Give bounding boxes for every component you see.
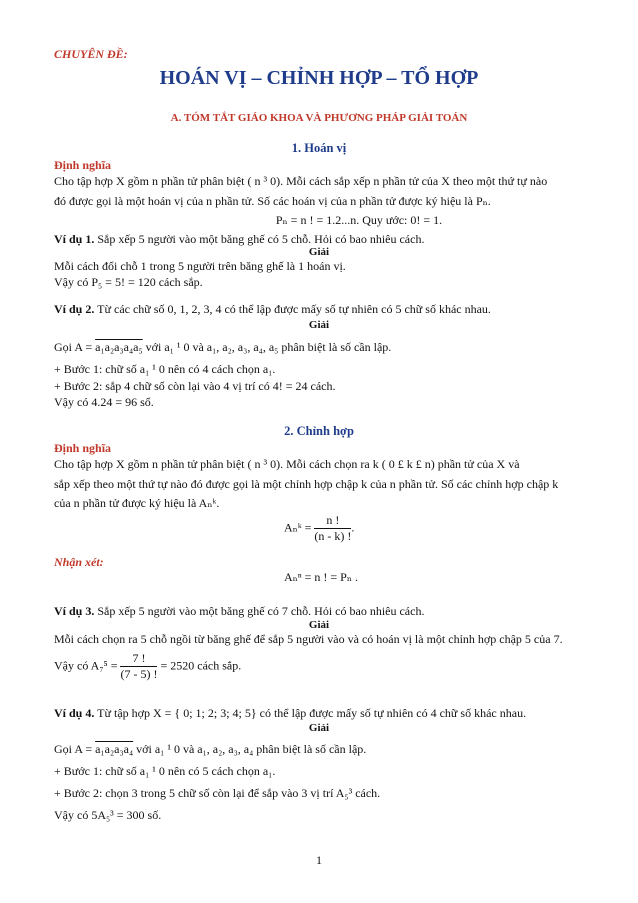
formula-note: . Quy ước: 0! = 1. bbox=[356, 213, 443, 227]
topic-label: CHUYÊN ĐỀ: bbox=[54, 47, 128, 61]
page-title: HOÁN VỊ – CHỈNH HỢP – TỔ HỢP bbox=[159, 67, 479, 89]
text: Cho tập hợp X gồm n phần tử phân biệt bbox=[54, 174, 245, 188]
example-line bbox=[54, 604, 424, 618]
definition-line: sắp xếp theo một thứ tự nào đó được gọi là một chỉnh hợp chập k của n phần tử. Số các chỉnh hợp chập k bbox=[54, 477, 559, 491]
definition-line bbox=[54, 174, 547, 188]
text: . Mỗi cách chọn ra k bbox=[280, 457, 379, 471]
result-line: Vậy có 5A₅³ = 300 số. bbox=[54, 808, 162, 822]
text: với a₁ ¹ 0 và a₁, a₂, a₃, a₄, a₅ phân biệt là số cần lập. bbox=[145, 340, 392, 354]
denominator: (n - k) ! bbox=[314, 529, 352, 543]
formula: Pₙ = n ! = 1.2...n bbox=[275, 213, 357, 227]
step-line: + Bước 1: chữ số a₁ ¹ 0 nên có 4 cách chọn a₁. bbox=[54, 362, 276, 376]
example-text: Sắp xếp 5 người vào một băng ghế có 5 chỗ. Hỏi có bao nhiêu cách. bbox=[97, 232, 425, 246]
definition-label: Định nghĩa bbox=[54, 441, 112, 455]
formula-rhs: = 2520 bbox=[160, 658, 195, 673]
solution-label: Giải bbox=[308, 619, 330, 631]
text: + Bước 2: chọn 3 trong 5 chữ số còn lại để sắp vào 3 vị trí bbox=[54, 786, 334, 800]
solution-line: Mỗi cách chọn ra 5 chỗ ngồi từ băng ghế để sắp 5 người vào và có hoán vị là một chỉnh hợp chập 5 của 7. bbox=[54, 632, 563, 646]
text: Gọi A = bbox=[54, 742, 93, 756]
numerator: n ! bbox=[314, 513, 351, 529]
text: Vậy có bbox=[54, 658, 89, 673]
example-label: Ví dụ 4. bbox=[54, 706, 95, 720]
set-notation: X = { 0; 1; 2; 3; 4; 5} bbox=[153, 706, 257, 720]
formula-line bbox=[0, 213, 638, 227]
example-text: Sắp xếp 5 người vào một băng ghế có 7 chỗ. Hỏi có bao nhiêu cách. bbox=[97, 604, 425, 618]
section-heading-chinh-hop: 2. Chỉnh hợp bbox=[284, 424, 354, 438]
example-label: Ví dụ 2. bbox=[54, 302, 95, 316]
punct: . bbox=[216, 496, 220, 510]
example-label: Ví dụ 3. bbox=[54, 604, 95, 618]
solution-line: Vậy có P₅ = 5! = 120 cách sắp. bbox=[54, 275, 203, 289]
text: của n phần tử được ký hiệu là bbox=[54, 496, 197, 510]
text: cách. bbox=[355, 786, 381, 800]
definition-line bbox=[54, 457, 520, 471]
formula: Aₙⁿ = n ! = Pₙ bbox=[284, 570, 353, 584]
solution-line: Mỗi cách đổi chỗ 1 trong 5 người trên băng ghế là 1 hoán vị. bbox=[54, 259, 346, 273]
example-line bbox=[54, 232, 424, 246]
text: Từ tập hợp bbox=[97, 706, 150, 720]
symbol: A₅³ bbox=[335, 786, 353, 800]
punct: . bbox=[352, 570, 359, 584]
symbol: Aₙᵏ bbox=[198, 496, 217, 510]
remark-formula bbox=[284, 570, 358, 584]
fraction bbox=[120, 651, 157, 682]
step-line: + Bước 1: chữ số a₁ ¹ 0 nên có 5 cách chọn a₁. bbox=[54, 764, 276, 778]
page-number: 1 bbox=[316, 853, 322, 867]
solution-label: Giải bbox=[308, 246, 330, 258]
result-line bbox=[54, 651, 241, 682]
remark-label: Nhận xét: bbox=[54, 555, 104, 569]
number-notation: a₁a₂a₃a₄ bbox=[95, 742, 134, 756]
text: có thể lập được mấy số tự nhiên có 4 chữ số khác nhau. bbox=[259, 706, 527, 720]
condition: ( n ³ 0) bbox=[247, 457, 281, 471]
definition-line bbox=[54, 496, 219, 510]
number-notation: a₁a₂a₃a₄a₅ bbox=[95, 340, 143, 354]
fraction bbox=[314, 513, 351, 544]
solution-line bbox=[54, 742, 366, 756]
text: cách sắp. bbox=[197, 658, 242, 673]
formula-line bbox=[284, 513, 354, 544]
example-line bbox=[54, 302, 491, 316]
text: phần tử của X và bbox=[437, 457, 520, 471]
definition-line: đó được gọi là một hoán vị của n phần tử. Số các hoán vị của n phần tử được ký hiệu là Pₙ. bbox=[54, 194, 491, 208]
denominator: (7 - 5) ! bbox=[120, 667, 158, 681]
condition: ( n ³ 0) bbox=[247, 174, 281, 188]
text: với a₁ ¹ 0 và a₁, a₂, a₃, a₄ phân biệt là số cần lập. bbox=[136, 742, 367, 756]
punct: . bbox=[351, 520, 355, 535]
text: . Mỗi cách sắp xếp n phần tử của X theo một thứ tự nào bbox=[280, 174, 548, 188]
text: Cho tập hợp X gồm n phần tử phân biệt bbox=[54, 457, 245, 471]
formula-lhs: Aₙᵏ = bbox=[284, 520, 312, 535]
definition-label: Định nghĩa bbox=[54, 158, 112, 172]
page-subtitle: A. TÓM TẮT GIÁO KHOA VÀ PHƯƠNG PHÁP GIẢI TOÁN bbox=[170, 112, 468, 124]
solution-label: Giải bbox=[308, 319, 330, 331]
formula-lhs: A₇⁵ = bbox=[90, 658, 118, 673]
numerator: 7 ! bbox=[120, 651, 157, 667]
step-line: + Bước 2: sắp 4 chữ số còn lại vào 4 vị trí có 4! = 24 cách. bbox=[54, 379, 336, 393]
solution-label: Giải bbox=[308, 722, 330, 734]
example-text: Từ các chữ số 0, 1, 2, 3, 4 có thể lập được mấy số tự nhiên có 5 chữ số khác nhau. bbox=[97, 302, 491, 316]
example-label: Ví dụ 1. bbox=[54, 232, 95, 246]
example-line bbox=[54, 706, 526, 720]
result-line: Vậy có 4.24 = 96 số. bbox=[54, 395, 154, 409]
section-heading-hoan-vi: 1. Hoán vị bbox=[291, 141, 347, 155]
text: Gọi A = bbox=[54, 340, 93, 354]
step-line bbox=[54, 786, 380, 800]
solution-line bbox=[54, 340, 391, 354]
condition: ( 0 £ k £ n) bbox=[381, 457, 435, 471]
